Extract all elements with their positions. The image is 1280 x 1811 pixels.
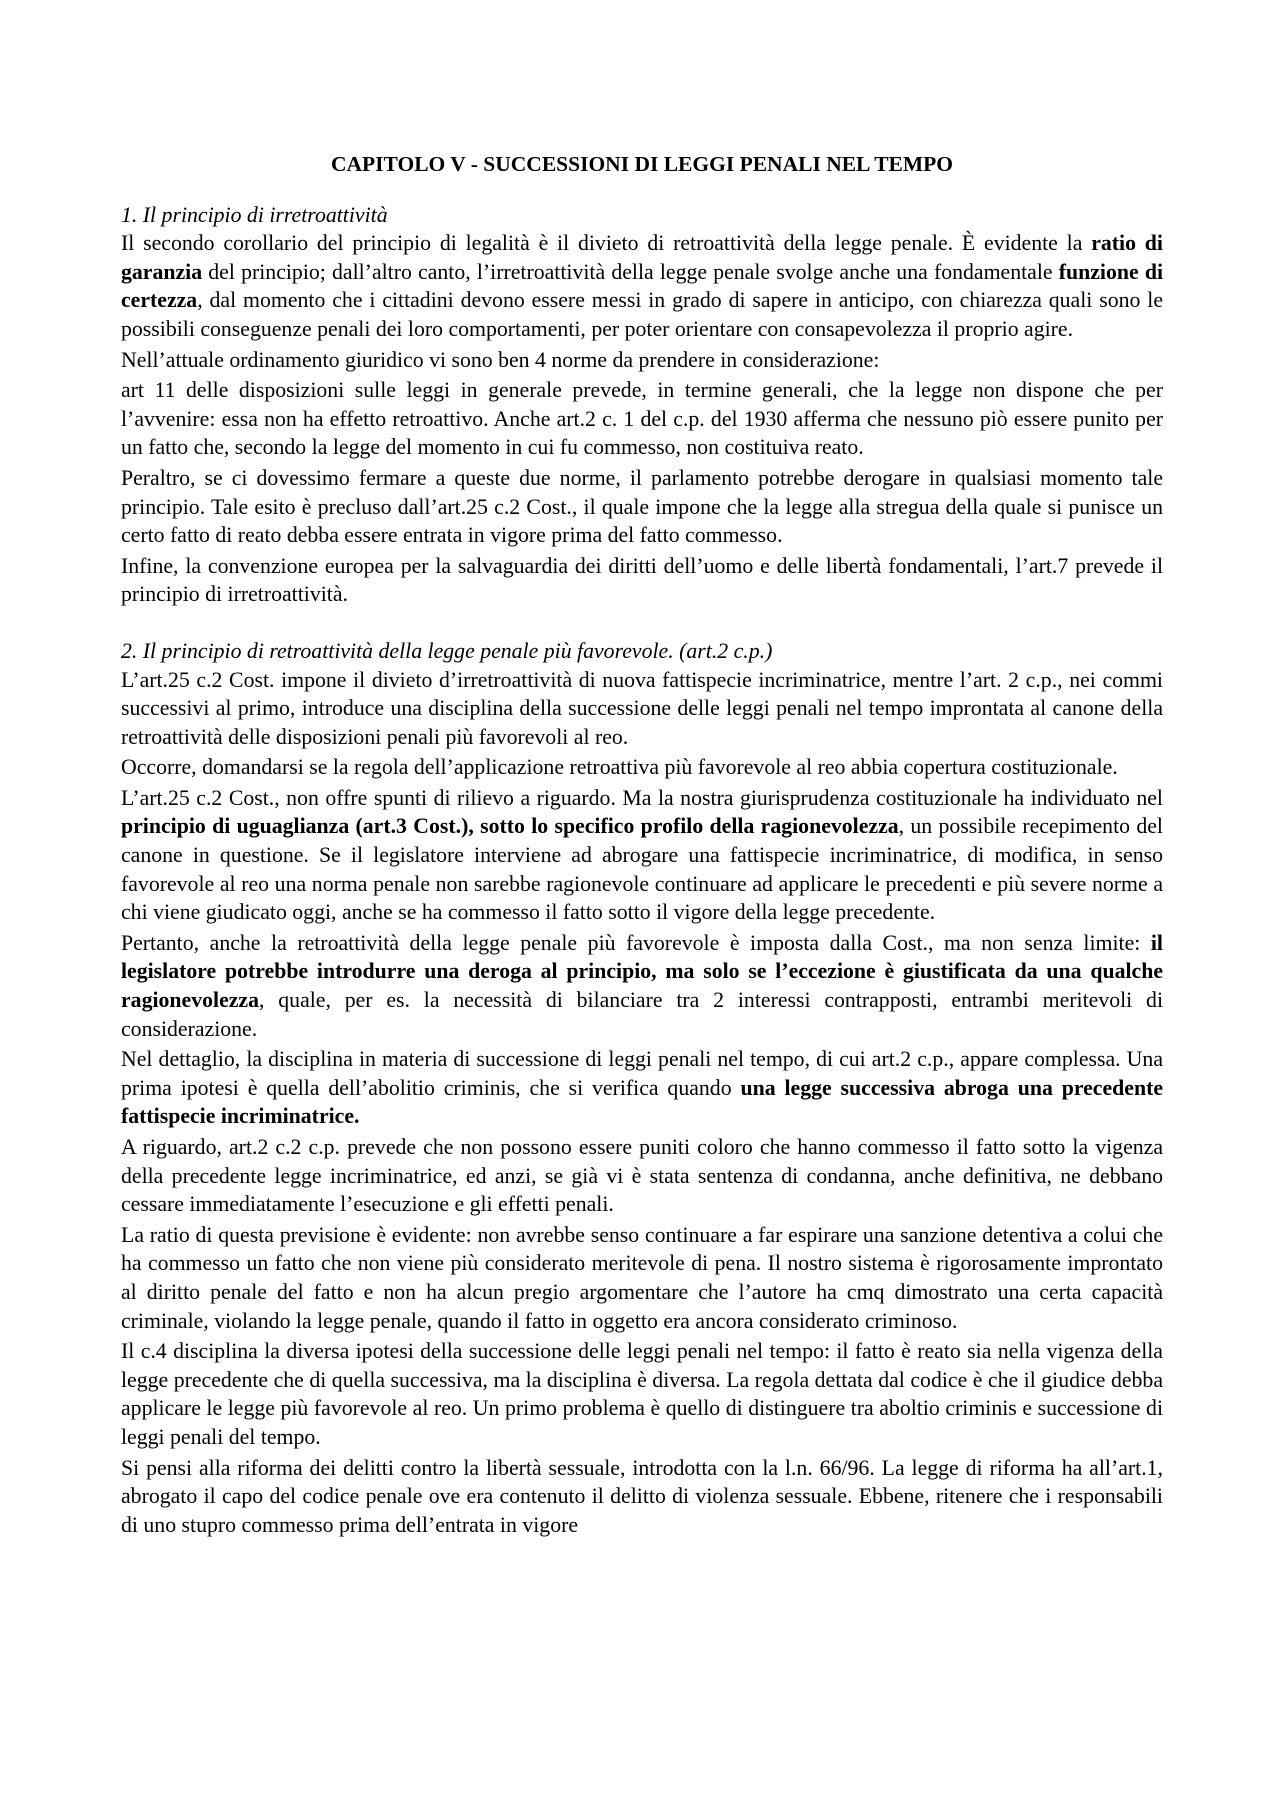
text-run: , quale, per es. la necessità di bilanciare tra 2 interessi contrapposti, entrambi meritevoli di considerazione.	[121, 988, 1163, 1041]
text-run: Peraltro, se ci dovessimo fermare a queste due norme, il parlamento potrebbe derogare in qualsiasi momento tale principio. Tale esito è precluso dall’art.25 c.2 Cost., il quale impone che la legge alla stregua della quale si punisce un certo fatto di reato debba essere entrata in vigore prima del fatto commesso.	[121, 465, 1163, 548]
document-body	[121, 201, 1163, 1540]
bold-text: funzione di certezza	[121, 259, 1164, 313]
text-run: Il c.4 disciplina la diversa ipotesi della successione delle leggi penali nel tempo: il fatto è reato sia nella vigenza della legge precedente che di quella successiva, ma la disciplina è diversa. La regola dettata dal codice è che il giudice debba applicare le legge più favorevole al reo. Un primo problema è quello di distinguere tra aboltio criminis e successione di leggi penali del tempo.	[121, 1339, 1163, 1449]
paragraph	[121, 376, 1163, 462]
text-run: Infine, la convenzione europea per la salvaguardia dei diritti dell’uomo e delle libertà fondamentali, l’art.7 prevede il principio di irretroattività.	[121, 553, 1163, 607]
bold-text: il legislatore potrebbe introdurre una deroga al principio, ma solo se l’eccezione è giustificata da una qualche ragionevolezza	[121, 930, 1163, 1013]
paragraph	[121, 1454, 1163, 1540]
text-run: Pertanto, anche la retroattività della legge penale più favorevole è imposta dalla Cost., ma non senza limite:	[121, 930, 1151, 955]
text-run: art 11 delle disposizioni sulle leggi in generale prevede, in termine generali, che la legge non dispone che per l’avvenire: essa non ha effetto retroattivo. Anche art.2 c. 1 del c.p. del 1930 afferma che nessuno piò essere punito per un fatto che, secondo la legge del momento in cui fu commesso, non costituiva reato.	[121, 378, 1163, 460]
text-run: Nel dettaglio, la disciplina in materia di successione di leggi penali nel tempo, di cui art.2 c.p., appare complessa. Una prima ipotesi è quella dell’abolitio criminis, che si verifica quando	[121, 1047, 1163, 1100]
paragraph	[121, 753, 1163, 782]
text-run: A riguardo, art.2 c.2 c.p. prevede che non possono essere puniti coloro che hanno commesso il fatto sotto la vigenza della precedente legge incriminatrice, ed anzi, se già vi è stata sentenza di condanna, anche definitiva, ne debbano cessare immediatamente l’esecuzione e gli effetti penali.	[121, 1135, 1163, 1217]
text-run: Il secondo corollario del principio di legalità è il divieto di retroattività della legge penale. È evidente la	[121, 231, 1092, 256]
paragraph	[121, 1045, 1163, 1131]
text-run: del principio; dall’altro canto, l’irretroattività della legge penale svolge anche una fondamentale	[202, 259, 1059, 284]
paragraph	[121, 784, 1163, 927]
paragraph	[121, 666, 1163, 752]
paragraph	[121, 1221, 1163, 1335]
chapter-title: CAPITOLO V - SUCCESSIONI DI LEGGI PENALI NEL TEMPO	[330, 152, 954, 176]
section-heading: 2. Il principio di retroattività della legge penale più favorevole. (art.2 c.p.)	[121, 638, 773, 663]
paragraph	[121, 1337, 1163, 1451]
text-run: L’art.25 c.2 Cost., non offre spunti di rilievo a riguardo. Ma la nostra giurisprudenza costituzionale ha individuato nel	[121, 785, 1163, 810]
paragraph	[121, 464, 1163, 550]
section-heading: 1. Il principio di irretroattività	[121, 202, 388, 227]
bold-text: ratio di garanzia	[121, 231, 1163, 284]
paragraph	[121, 1133, 1163, 1219]
paragraph	[121, 929, 1163, 1043]
text-run: La ratio di questa previsione è evidente: non avrebbe senso continuare a far espirare una sanzione detentiva a colui che ha commesso un fatto che non viene più considerato meritevole di pena. Il nostro sistema è rigorosamente improntato al diritto penale del fatto e non ha alcun pregio argomentare che l’autore ha cmq dimostrato una certa capacità criminale, violando la legge penale, quando il fatto in oggetto era ancora considerato criminoso.	[121, 1222, 1163, 1333]
paragraph	[121, 346, 1163, 375]
document-page	[121, 150, 1163, 1541]
bold-text: principio di uguaglianza (art.3 Cost.), sotto lo specifico profilo della ragionevolezza	[121, 814, 899, 839]
text-run: Occorre, domandarsi se la regola dell’applicazione retroattiva più favorevole al reo abbia copertura costituzionale.	[121, 755, 1118, 780]
paragraph	[121, 552, 1163, 609]
text-run: L’art.25 c.2 Cost. impone il divieto d’irretroattività di nuova fattispecie incriminatrice, mentre l’art. 2 c.p., nei commi successivi al primo, introduce una disciplina della successione delle leggi penali nel tempo improntata al canone della retroattività delle disposizioni penali più favorevoli al reo.	[121, 667, 1163, 749]
bold-text: una legge successiva abroga una precedente fattispecie incriminatrice.	[121, 1075, 1163, 1129]
text-run: Nell’attuale ordinamento giuridico vi sono ben 4 norme da prendere in considerazione:	[121, 347, 880, 372]
text-run: Si pensi alla riforma dei delitti contro la libertà sessuale, introdotta con la l.n. 66/96. La legge di riforma ha all’art.1, abrogato il capo del codice penale ove era contenuto il delitto di violenza sessuale. Ebbene, ritenere che i responsabili di uno stupro commesso prima dell’entrata in vigore	[121, 1455, 1163, 1537]
paragraph	[121, 229, 1163, 343]
text-run: , un possibile recepimento del canone in questione. Se il legislatore interviene ad abrogare una fattispecie incriminatrice, di modifica, in senso favorevole al reo una norma penale non sarebbe ragionevole continuare ad applicare le precedenti e più severe norme a chi viene giudicato oggi, anche se ha commesso il fatto sotto il vigore della legge precedente.	[121, 814, 1163, 925]
text-run: , dal momento che i cittadini devono essere messi in grado di sapere in anticipo, con chiarezza quali sono le possibili conseguenze penali dei loro comportamenti, per poter orientare con consapevolezza il proprio agire.	[121, 288, 1163, 341]
